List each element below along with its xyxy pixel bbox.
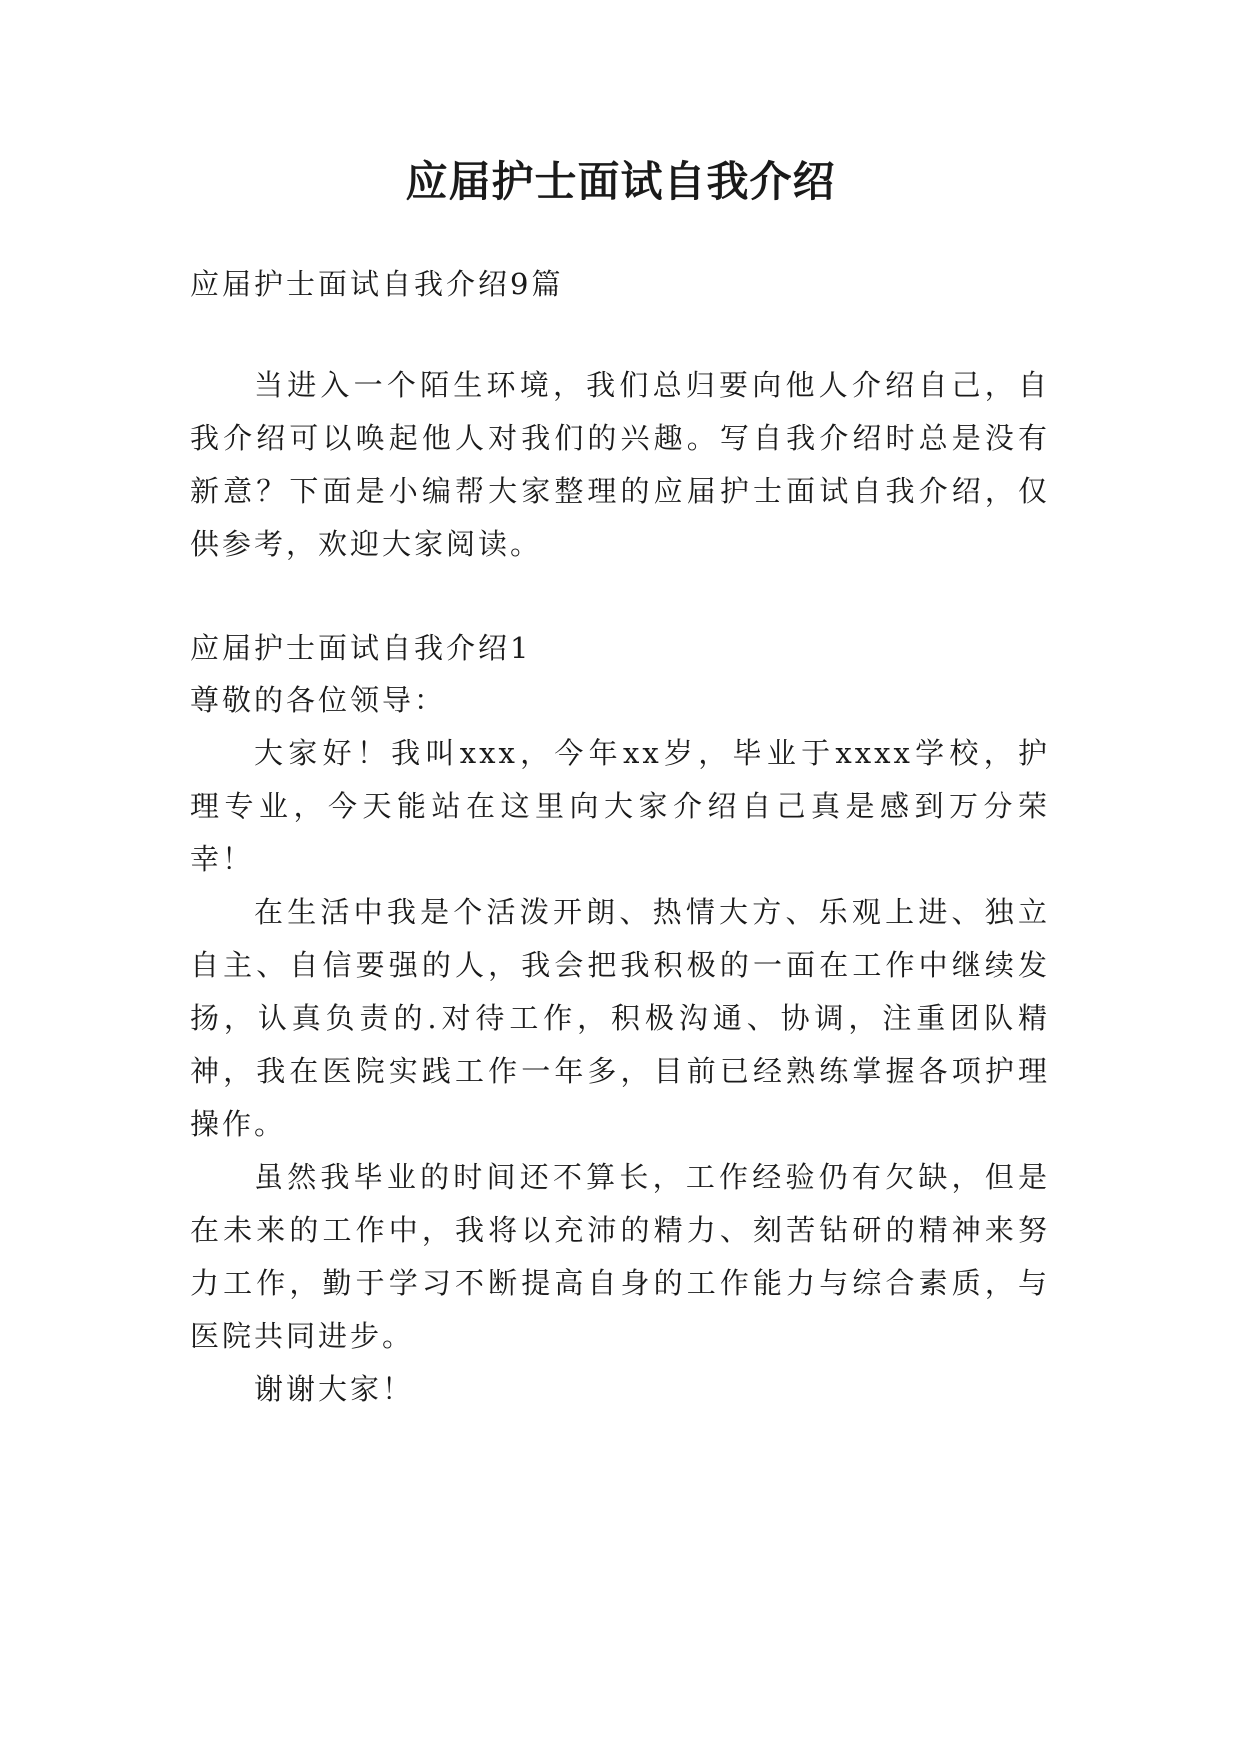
para1-line-1: 大家好！我叫xxx，今年xx岁，毕业于xxxx学校，护 bbox=[254, 736, 1050, 770]
para1-line-3: 幸！ bbox=[190, 842, 255, 876]
para2-line-5: 操作。 bbox=[190, 1107, 287, 1141]
para3-line-2: 在未来的工作中，我将以充沛的精力、刻苦钻研的精神来努 bbox=[190, 1213, 1050, 1247]
intro-line-3: 新意？下面是小编帮大家整理的应届护士面试自我介绍，仅 bbox=[190, 474, 1050, 508]
para2-line-2: 自主、自信要强的人，我会把我积极的一面在工作中继续发 bbox=[190, 948, 1050, 982]
para1-line-2: 理专业，今天能站在这里向大家介绍自己真是感到万分荣 bbox=[190, 789, 1050, 823]
para3-line-1: 虽然我毕业的时间还不算长，工作经验仍有欠缺，但是 bbox=[254, 1160, 1050, 1194]
intro-line-2: 我介绍可以唤起他人对我们的兴趣。写自我介绍时总是没有 bbox=[190, 421, 1050, 455]
para3-line-3: 力工作，勤于学习不断提高自身的工作能力与综合素质，与 bbox=[190, 1266, 1050, 1300]
section-1-heading: 应届护士面试自我介绍1 bbox=[190, 631, 532, 665]
intro-line-4: 供参考，欢迎大家阅读。 bbox=[190, 527, 543, 561]
document-title: 应届护士面试自我介绍 bbox=[405, 157, 836, 206]
document-subtitle: 应届护士面试自我介绍9篇 bbox=[190, 267, 564, 301]
intro-line-1: 当进入一个陌生环境，我们总归要向他人介绍自己，自 bbox=[254, 368, 1050, 402]
closing-line: 谢谢大家！ bbox=[254, 1372, 415, 1406]
para2-line-1: 在生活中我是个活泼开朗、热情大方、乐观上进、独立 bbox=[254, 895, 1050, 929]
para2-line-4: 神，我在医院实践工作一年多，目前已经熟练掌握各项护理 bbox=[190, 1054, 1050, 1088]
salutation: 尊敬的各位领导： bbox=[190, 683, 447, 717]
para3-line-4: 医院共同进步。 bbox=[190, 1319, 415, 1353]
para2-line-3: 扬，认真负责的.对待工作，积极沟通、协调，注重团队精 bbox=[190, 1001, 1050, 1035]
